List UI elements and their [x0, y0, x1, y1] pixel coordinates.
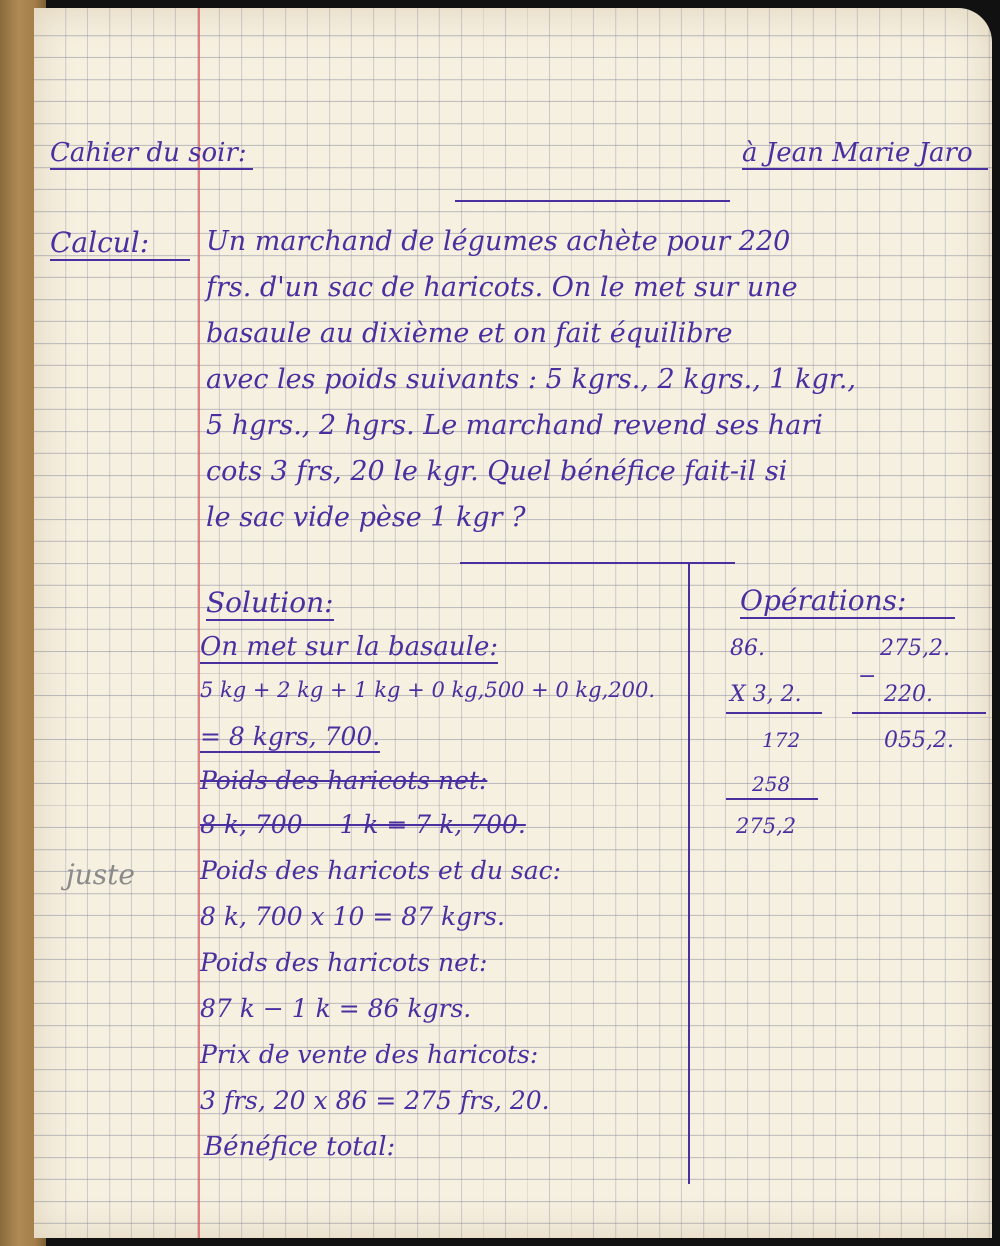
- sub-minuend: 275,2.: [880, 636, 950, 661]
- solution-line-4-struck: Poids des haricots net:: [200, 766, 488, 795]
- solution-line-1: On met sur la basaule:: [200, 632, 499, 662]
- mult-operand-2: X 3, 2.: [730, 682, 802, 707]
- solution-line-3: = 8 kgrs, 700.: [200, 722, 381, 751]
- problem-line-2: frs. d'un sac de haricots. On le met sur une: [206, 272, 798, 303]
- sub-rule: [852, 712, 986, 714]
- problem-line-6: cots 3 frs, 20 le kgr. Quel bénéfice fait-il si: [206, 456, 788, 487]
- mult-operand-1: 86.: [730, 636, 765, 661]
- sub-result: 055,2.: [884, 728, 954, 753]
- mult-partial-2: 258: [752, 772, 791, 796]
- mult-result: 275,2: [736, 814, 797, 838]
- problem-line-5: 5 hgrs., 2 hgrs. Le marchand revend ses hari: [206, 410, 823, 441]
- solution-line-6: Poids des haricots et du sac:: [200, 856, 562, 885]
- problem-line-3: basaule au dixième et on fait équilibre: [206, 318, 733, 349]
- solution-line-8: Poids des haricots net:: [200, 948, 488, 977]
- problem-line-7: le sac vide pèse 1 kgr ?: [206, 502, 526, 533]
- solution-heading: Solution:: [206, 586, 334, 619]
- header-right: à Jean Marie Jaro: [742, 138, 988, 170]
- problem-label: Calcul:: [50, 226, 190, 261]
- solution-line-9: 87 k − 1 k = 86 kgrs.: [200, 994, 472, 1023]
- header-left: Cahier du soir:: [50, 138, 253, 170]
- solution-line-12: Bénéfice total:: [204, 1132, 396, 1162]
- solution-top-rule: [460, 562, 735, 564]
- solution-line-11: 3 frs, 20 x 86 = 275 frs, 20.: [200, 1086, 550, 1115]
- mult-partial-1: 172: [762, 728, 801, 752]
- solution-line-10: Prix de vente des haricots:: [200, 1040, 539, 1069]
- solution-line-5-struck: 8 k, 700 − 1 k = 7 k, 700.: [200, 810, 526, 839]
- solution-line-2: 5 kg + 2 kg + 1 kg + 0 kg,500 + 0 kg,200.: [200, 678, 655, 702]
- problem-line-4: avec les poids suivants : 5 kgrs., 2 kgrs., 1 kgr.,: [206, 364, 856, 395]
- pencil-note: juste: [66, 858, 135, 891]
- sub-minus-sign: −: [858, 664, 877, 689]
- sub-subtrahend: 220.: [884, 682, 933, 707]
- column-divider: [688, 564, 690, 1184]
- solution-line-7: 8 k, 700 x 10 = 87 kgrs.: [200, 902, 505, 931]
- mult-rule-2: [726, 798, 818, 800]
- header-divider: [455, 200, 730, 202]
- problem-line-1: Un marchand de légumes achète pour 220: [206, 226, 791, 257]
- mult-rule-1: [726, 712, 822, 714]
- operations-heading: Opérations:: [740, 584, 955, 619]
